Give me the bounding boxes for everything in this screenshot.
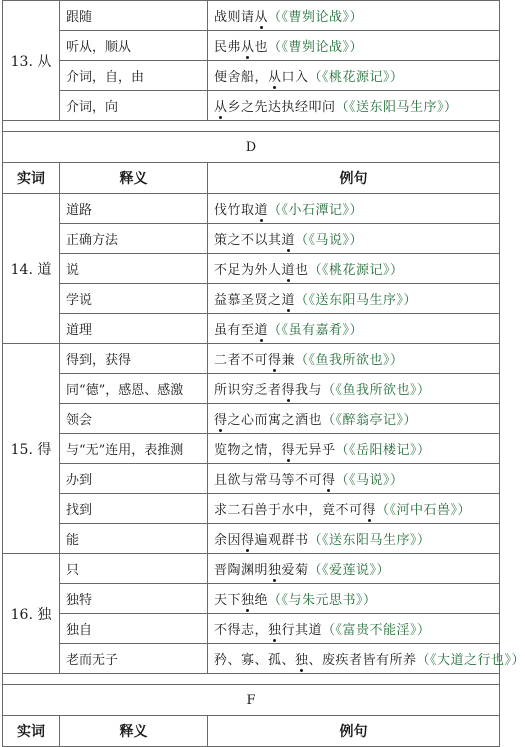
example-text-before: 余因 (214, 533, 242, 548)
example-text-after: 也 (295, 263, 309, 278)
key-character: 独 (268, 623, 282, 638)
key-character: 道 (254, 323, 269, 338)
key-character: 得 (241, 533, 255, 548)
meaning-cell: 老而无子 (60, 644, 208, 674)
example-text-after: 也 (254, 40, 269, 55)
table-row (3, 644, 500, 674)
example-cell (208, 284, 500, 314)
example-cell (208, 254, 500, 284)
section-spacer (3, 121, 500, 132)
example-cell (208, 554, 500, 584)
example-cell (208, 494, 500, 524)
example-text-before: 二者不可 (214, 353, 269, 368)
source-citation: （《虽有嘉肴》） (268, 323, 364, 338)
key-character: 独 (241, 593, 255, 608)
table-row (3, 1, 500, 31)
key-character: 得 (214, 413, 228, 428)
source-citation: （《送东阳马生序》） (335, 100, 458, 115)
example-cell (208, 61, 500, 91)
word-cell: 13. 从 (3, 1, 60, 121)
example-text-before: 览物之情， (214, 443, 282, 458)
meaning-cell: 找到 (60, 494, 208, 524)
example-cell (208, 314, 500, 344)
example-cell (208, 434, 500, 464)
word-cell: 14. 道 (3, 194, 60, 344)
meaning-cell: 领会 (60, 404, 208, 434)
source-citation: （《送东阳马生序》） (308, 533, 431, 548)
key-character: 道 (281, 293, 296, 308)
meaning-cell: 说 (60, 254, 208, 284)
key-character: 道 (281, 233, 296, 248)
source-citation: （《爱莲说》） (308, 563, 391, 578)
example-cell (208, 524, 500, 554)
source-citation: （《送东阳马生序》） (295, 293, 418, 308)
header-meaning: 释义 (60, 716, 208, 747)
source-citation: （《小石潭记》） (268, 203, 364, 218)
example-text-before: 不足为外人 (214, 263, 282, 278)
example-cell (208, 644, 525, 674)
table-header (3, 716, 500, 747)
example-cell (208, 224, 500, 254)
example-cell (208, 91, 500, 121)
key-character: 从 (268, 70, 282, 85)
example-text-after: 绝 (254, 593, 269, 608)
table-row (3, 464, 500, 494)
key-character: 道 (281, 263, 296, 278)
example-text-before: 所识穷乏者 (214, 383, 282, 398)
word-cell: 15. 得 (3, 344, 60, 554)
vocab-table (2, 0, 525, 747)
source-citation: （《岳阳楼记》） (335, 443, 431, 458)
source-citation: （《曹刿论战》） (268, 10, 364, 25)
example-cell (208, 31, 500, 61)
key-character: 道 (254, 203, 269, 218)
example-cell (208, 464, 500, 494)
table-row (3, 61, 500, 91)
example-text-before: 求二石兽于水中，竟不可 (214, 503, 363, 518)
meaning-cell: 同“德”，感恩、感激 (60, 374, 208, 404)
table-row (3, 344, 500, 374)
example-cell (208, 614, 500, 644)
example-text-before: 民弗 (214, 40, 242, 55)
example-text-after: 无异乎 (295, 443, 336, 458)
table-header (3, 163, 500, 194)
source-citation: （《桃花源记》） (308, 263, 404, 278)
letter-divider (3, 132, 500, 163)
source-citation: （《鱼我所欲也》） (295, 353, 404, 368)
example-text-before: 策之不以其 (214, 233, 282, 248)
example-text-before: 便舍船， (214, 70, 269, 85)
example-text-before: 天下 (214, 593, 242, 608)
table-row (3, 524, 500, 554)
meaning-cell: 得到，获得 (60, 344, 208, 374)
example-text-after: 乡之先达执经叩问 (227, 100, 336, 115)
example-text-after: 口入 (281, 70, 309, 85)
source-citation: （《马说》） (335, 473, 404, 488)
source-citation: （《曹刿论战》） (268, 40, 364, 55)
example-text-after: 、废疾者皆有所养 (308, 653, 417, 668)
key-character: 得 (281, 443, 296, 458)
section-spacer (3, 674, 500, 685)
table-row (3, 314, 500, 344)
table-row (3, 224, 500, 254)
letter-divider (3, 685, 500, 716)
meaning-cell: 介词，向 (60, 91, 208, 121)
key-character: 独 (268, 563, 282, 578)
letter-label: F (3, 685, 500, 716)
example-cell (208, 194, 500, 224)
meaning-cell: 学说 (60, 284, 208, 314)
example-text-after: 我与 (295, 383, 323, 398)
example-cell (208, 344, 500, 374)
example-cell (208, 404, 500, 434)
example-text-before: 伐竹取 (214, 203, 255, 218)
example-text-before: 且欲与常马等不可 (214, 473, 323, 488)
key-character: 从 (241, 40, 255, 55)
table-row (3, 284, 500, 314)
example-text-after: 之心而寓之酒也 (227, 413, 323, 428)
key-character: 得 (281, 383, 296, 398)
word-cell: 16. 独 (3, 554, 60, 674)
source-citation: （《河中石兽》） (376, 503, 472, 518)
key-character: 得 (268, 353, 282, 368)
table-row (3, 31, 500, 61)
example-cell (208, 374, 500, 404)
meaning-cell: 听从，顺从 (60, 31, 208, 61)
spacer-cell (3, 121, 500, 132)
example-cell (208, 584, 500, 614)
meaning-cell: 能 (60, 524, 208, 554)
meaning-cell: 正确方法 (60, 224, 208, 254)
key-character: 得 (362, 503, 377, 518)
table-row (3, 614, 500, 644)
table-row (3, 494, 500, 524)
table-row (3, 554, 500, 584)
meaning-cell: 跟随 (60, 1, 208, 31)
table-row (3, 194, 500, 224)
example-text-before: 不得志， (214, 623, 269, 638)
example-text-before: 晋陶渊明 (214, 563, 269, 578)
meaning-cell: 只 (60, 554, 208, 584)
key-character: 独 (295, 653, 309, 668)
key-character: 从 (214, 100, 228, 115)
table-row (3, 254, 500, 284)
meaning-cell: 与“无”连用，表推测 (60, 434, 208, 464)
source-citation: （《马说》） (295, 233, 364, 248)
table-row (3, 91, 500, 121)
source-citation: （《富贵不能淫》） (322, 623, 431, 638)
example-text-before: 虽有至 (214, 323, 255, 338)
source-citation: （《鱼我所欲也》） (322, 383, 431, 398)
source-citation: （《桃花源记》） (308, 70, 404, 85)
table-row (3, 404, 500, 434)
example-text-after: 爱菊 (281, 563, 309, 578)
key-character: 从 (254, 10, 269, 25)
example-text-after: 兼 (281, 353, 296, 368)
source-citation: （《醉翁亭记》） (322, 413, 418, 428)
example-text-after: 遍观群书 (254, 533, 309, 548)
source-citation: （《大道之行也》） (416, 653, 525, 668)
example-text-before: 战则请 (214, 10, 255, 25)
meaning-cell: 道路 (60, 194, 208, 224)
source-citation: （《与朱元思书》） (268, 593, 377, 608)
header-example: 例句 (208, 716, 500, 747)
table-row (3, 584, 500, 614)
meaning-cell: 独自 (60, 614, 208, 644)
header-word: 实词 (3, 716, 60, 747)
meaning-cell: 办到 (60, 464, 208, 494)
meaning-cell: 独特 (60, 584, 208, 614)
example-cell (208, 1, 500, 31)
key-character: 得 (322, 473, 336, 488)
meaning-cell: 介词，自，由 (60, 61, 208, 91)
spacer-cell (3, 674, 500, 685)
example-text-after: 行其道 (281, 623, 323, 638)
header-meaning: 释义 (60, 163, 208, 194)
example-text-before: 矜、寡、孤、 (214, 653, 296, 668)
letter-label: D (3, 132, 500, 163)
header-word: 实词 (3, 163, 60, 194)
example-text-before: 益慕圣贤之 (214, 293, 282, 308)
table-row (3, 374, 500, 404)
meaning-cell: 道理 (60, 314, 208, 344)
header-example: 例句 (208, 163, 500, 194)
table-row (3, 434, 500, 464)
